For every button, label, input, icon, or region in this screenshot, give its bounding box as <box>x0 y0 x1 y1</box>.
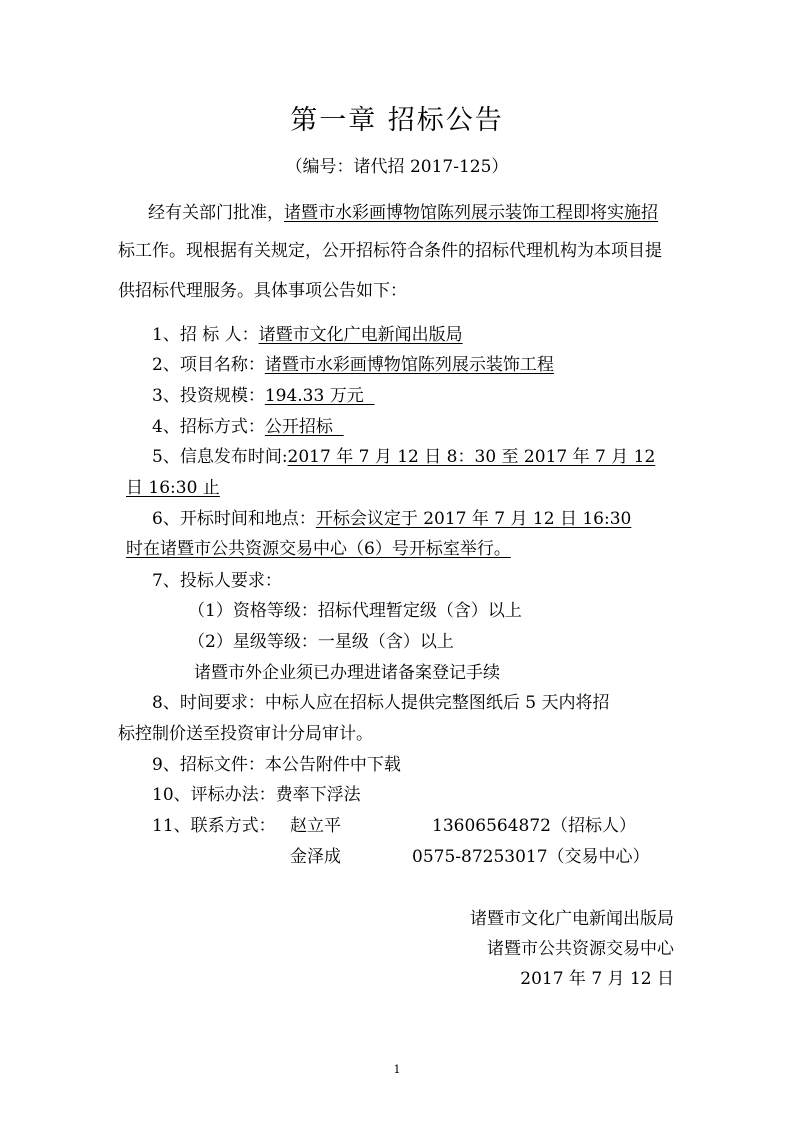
item-bidding-documents: 9、招标文件：本公告附件中下载 <box>152 755 401 775</box>
item-publish-time-cont <box>126 473 220 498</box>
item-publish-time <box>152 442 655 467</box>
signature-org-2: 诸暨市公共资源交易中心 <box>487 939 674 959</box>
item-investment <box>152 381 375 406</box>
item-tenderer <box>152 320 463 345</box>
document-code: （编号：诸代招 2017-125） <box>285 157 509 177</box>
signature-date: 2017 年 7 月 12 日 <box>520 969 674 989</box>
item-method-value: 公开招标 <box>264 417 344 437</box>
page-number: 1 <box>393 1063 401 1076</box>
item-time-requirement-cont: 标控制价送至投资审计分局审计。 <box>118 724 373 744</box>
item-investment-value: 194.33 万元 <box>264 386 375 406</box>
item-project-name-label: 2、项目名称： <box>152 355 265 375</box>
item-evaluation-method: 10、评标办法：费率下浮法 <box>152 785 361 805</box>
item-method <box>152 412 344 437</box>
intro-line-2: 标工作。现根据有关规定，公开招标符合条件的招标代理机构为本项目提 <box>118 241 662 261</box>
item-investment-label: 3、投资规模： <box>152 386 265 406</box>
item-bidder-requirements: 7、投标人要求： <box>152 571 282 591</box>
contact-1-phone: 13606564872（招标人） <box>432 816 636 836</box>
item-contact <box>152 811 276 836</box>
item-opening-value-a: 开标会议定于 2017 年 7 月 12 日 16:30 <box>315 509 632 529</box>
item-opening <box>152 504 631 529</box>
item-requirement-qualification: （1）资格等级：招标代理暂定级（含）以上 <box>188 601 522 621</box>
intro-line-1-prefix: 经有关部门批准， <box>148 203 284 223</box>
item-opening-value-b: 时在诸暨市公共资源交易中心（6）号开标室举行。 <box>126 539 511 559</box>
intro-line-1 <box>148 198 658 223</box>
item-method-label: 4、招标方式： <box>152 417 265 437</box>
item-tenderer-label: 1、招 标 人： <box>152 325 259 345</box>
item-project-name <box>152 350 554 375</box>
item-requirement-registration: 诸暨市外企业须已办理进诸备案登记手续 <box>194 663 500 683</box>
item-publish-time-value-a: 2017 年 7 月 12 日 8：30 至 2017 年 7 月 12 <box>287 447 656 467</box>
contact-2-phone: 0575-87253017（交易中心） <box>412 847 650 867</box>
contact-1-name: 赵立平 <box>290 816 341 836</box>
item-publish-time-value-b: 日 16:30 止 <box>126 478 220 498</box>
item-project-name-value: 诸暨市水彩画博物馆陈列展示装饰工程 <box>264 355 554 375</box>
item-publish-time-label: 5、信息发布时间: <box>152 447 288 467</box>
project-name-inline: 诸暨市水彩画博物馆陈列展示装饰工程即将实施招 <box>284 203 658 223</box>
item-contact-label: 11、联系方式： <box>152 816 276 836</box>
item-time-requirement: 8、时间要求：中标人应在招标人提供完整图纸后 5 天内将招 <box>152 693 610 713</box>
item-tenderer-value: 诸暨市文化广电新闻出版局 <box>258 325 463 345</box>
item-requirement-star: （2）星级等级：一星级（含）以上 <box>188 632 454 652</box>
signature-org-1: 诸暨市文化广电新闻出版局 <box>470 909 674 929</box>
contact-2-name: 金泽成 <box>290 847 341 867</box>
page-title: 第一章 招标公告 <box>290 105 504 136</box>
intro-line-3: 供招标代理服务。具体事项公告如下： <box>118 281 407 301</box>
item-opening-cont <box>126 534 511 559</box>
item-opening-label: 6、开标时间和地点： <box>152 509 316 529</box>
